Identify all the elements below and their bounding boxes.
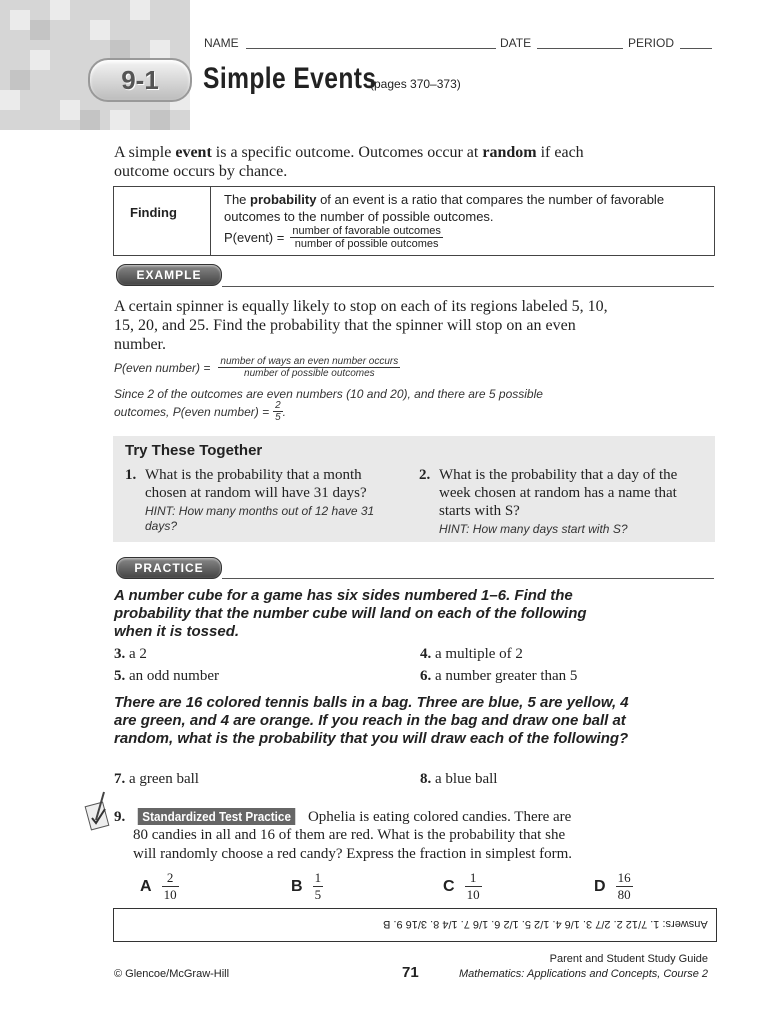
choice-d[interactable]: D $\frac{16}{80}$: [594, 870, 631, 902]
try-together-box: [113, 436, 715, 542]
page-range: (pages 370–373): [370, 77, 461, 91]
page-number: 71: [402, 964, 419, 981]
period-line[interactable]: [680, 48, 712, 49]
example-denominator: number of possible outcomes: [244, 368, 375, 379]
name-label: NAME: [204, 36, 239, 50]
question-9-line-2: 80 candies in all and 16 of them are red. What is the probability that she: [133, 827, 566, 843]
example-pill: EXAMPLE: [116, 264, 222, 286]
example-solution-line-1: Since 2 of the outcomes are even numbers (10 and 20), and there are 5 possible: [114, 387, 543, 401]
item-5: 5. an odd number: [114, 668, 219, 684]
copyright: © Glencoe/McGraw-Hill: [114, 968, 230, 980]
item-3: 3. a 2: [114, 646, 147, 662]
course-title: Mathematics: Applications and Concepts, Course 2: [458, 968, 708, 980]
formula-numerator: number of favorable outcomes: [292, 225, 441, 237]
example-problem: A certain spinner is equally likely to stop on each of its regions labeled 5, 10, 15, 20, and 25. Find the probability that the spinner will stop on an even number.: [114, 298, 608, 353]
period-label: PERIOD: [628, 36, 675, 50]
intro-paragraph: A simple event is a specific outcome. Outcomes occur at random if each outcome occurs by chance.: [114, 144, 584, 180]
practice-pill: PRACTICE: [116, 557, 222, 579]
example-numerator: number of ways an even number occurs: [220, 356, 399, 367]
test-checklist-icon: [84, 790, 114, 840]
lesson-number-badge: 9-1: [88, 58, 192, 102]
item-7: 7. a green ball: [114, 771, 199, 787]
answer-key: Answers: 1. 7/12 2. 2/7 3. 1/6 4. 1/2 5. 1/2 6. 1/6 7. 1/4 8. 3/16 9. B: [383, 918, 708, 930]
example-solution-line-2: outcomes, P(even number) = $\frac{2}{5}$ .: [114, 400, 286, 423]
probability-formula: P(event) = $\frac{\text{number of favorable outcomes}}{\text{number of possible outcomes}}$: [224, 225, 441, 250]
definition-label-cell: [114, 187, 211, 255]
practice-divider: [222, 578, 714, 579]
page-title: Simple Events: [203, 62, 377, 95]
item-4: 4. a multiple of 2: [420, 646, 523, 662]
practice-instructions-1: A number cube for a game has six sides numbered 1–6. Find the probability that the number cube will land on each of the following when it is tossed.: [114, 587, 587, 640]
definition-text: The probability of an event is a ratio that compares the number of favorable outcomes to the number of possible outcomes.: [224, 192, 665, 224]
date-line[interactable]: [537, 48, 623, 49]
example-formula: P(even number) = $\frac{\text{number of ways an even number occurs}}{\text{number of possible outcomes}}$: [114, 356, 399, 379]
name-line[interactable]: [246, 48, 496, 49]
question-1: 1. What is the probability that a month chosen at random will have 31 days? HINT: How many months out of 12 have 31 days?: [125, 466, 395, 484]
try-together-title: Try These Together: [125, 442, 263, 459]
question-2-hint: HINT: How many days start with S?: [439, 522, 628, 536]
item-6: 6. a number greater than 5: [420, 668, 578, 684]
guide-title: Parent and Student Study Guide: [549, 953, 708, 965]
practice-instructions-2: There are 16 colored tennis balls in a bag. Three are blue, 5 are yellow, 4 are green, and 4 are orange. If you reach in the bag and draw one ball at random, what is the probability that you will draw each of the following?: [114, 694, 629, 747]
answer-key-box: [113, 908, 717, 942]
question-1-hint: HINT: How many months out of 12 have 31 days?: [145, 504, 375, 533]
formula-denominator: number of possible outcomes: [294, 238, 439, 250]
definition-box: [113, 186, 715, 256]
question-9: 9. Standardized Test Practice Ophelia is eating colored candies. There are: [114, 809, 572, 825]
choice-a[interactable]: A $\frac{2}{10}$: [140, 870, 177, 902]
choice-c[interactable]: C $\frac{1}{10}$: [443, 870, 480, 902]
question-2: 2. What is the probability that a day of the week chosen at random has a name that starts with S? HINT: How many days start with S?: [419, 466, 709, 484]
standardized-test-tag: Standardized Test Practice: [138, 808, 296, 825]
item-8: 8. a blue ball: [420, 771, 498, 787]
date-label: DATE: [500, 36, 532, 50]
question-9-line-3: will randomly choose a red candy? Express the fraction in simplest form.: [133, 846, 573, 862]
choice-b[interactable]: B $\frac{1}{5}$: [291, 870, 322, 902]
example-divider: [222, 286, 714, 287]
definition-label: Finding: [130, 205, 177, 220]
